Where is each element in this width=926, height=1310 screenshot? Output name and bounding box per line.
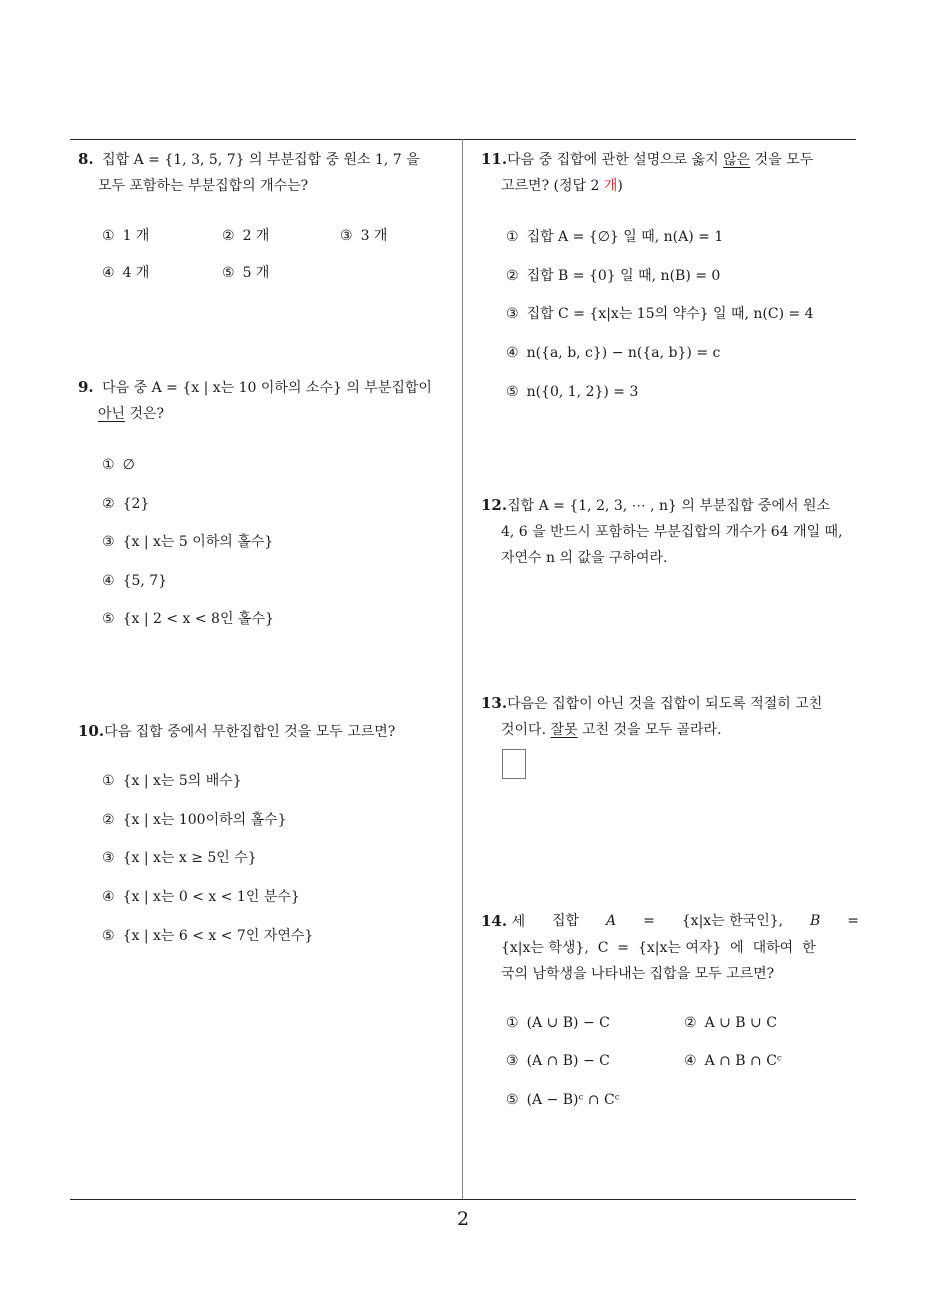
option-1[interactable]: ① ∅ (102, 457, 135, 473)
option-5[interactable]: ⑤ {x | 2 < x < 8인 홀수} (102, 611, 274, 627)
option-3[interactable]: ③ (A ∩ B) − C (506, 1053, 610, 1069)
option-text: {x | x는 5의 배수} (122, 773, 242, 789)
option-text: 집합 A = {∅} 일 때, n(A) = 1 (526, 229, 724, 245)
option-4[interactable]: ④ 4 개 (102, 265, 150, 281)
option-5[interactable]: ⑤ 5 개 (222, 265, 270, 281)
question-14 (481, 908, 859, 987)
question-text: {x|x는 한국인}, (681, 913, 784, 929)
question-text-line: 다음은 집합이 아닌 것을 집합이 되도록 적절히 고친 (507, 696, 823, 712)
question-text: 것은? (125, 406, 165, 422)
question-12 (481, 492, 859, 571)
question-text-line: 다음 중 A = {x | x는 10 이하의 소수} 의 부분집합이 (102, 380, 432, 396)
option-2[interactable]: ② 집합 B = {0} 일 때, n(B) = 0 (506, 268, 721, 284)
question-11 (481, 146, 859, 199)
question-text: ) (617, 178, 623, 194)
option-text: 2 개 (242, 228, 270, 244)
top-rule (70, 139, 856, 140)
option-text: 집합 B = {0} 일 때, n(B) = 0 (526, 268, 721, 284)
bottom-rule (70, 1199, 856, 1200)
option-text: {x | x는 0 < x < 1인 분수} (122, 889, 300, 905)
question-number: 9. (78, 378, 94, 396)
question-number: 14. (481, 912, 508, 930)
question-text-line: 집합 A = {1, 3, 5, 7} 의 부분집합 중 원소 1, 7 을 (102, 152, 420, 168)
option-text: n({0, 1, 2}) = 3 (526, 384, 639, 400)
question-number: 8. (78, 150, 94, 168)
question-text-line: {x|x는 학생}, C = {x|x는 여자} 에 대하여 한 (501, 940, 816, 956)
option-text: A ∪ B ∪ C (704, 1015, 777, 1031)
question-text-line: 4, 6 을 반드시 포함하는 부분집합의 개수가 64 개일 때, (501, 524, 843, 540)
option-text: 4 개 (122, 265, 150, 281)
question-text-line: 모두 포함하는 부분집합의 개수는? (98, 178, 309, 194)
question-10 (78, 718, 456, 745)
option-4[interactable]: ④ {5, 7} (102, 573, 168, 589)
option-text: n({a, b, c}) − n({a, b}) = c (526, 345, 721, 361)
option-4[interactable]: ④ {x | x는 0 < x < 1인 분수} (102, 889, 300, 905)
option-3[interactable]: ③ {x | x는 x ≥ 5인 수} (102, 850, 257, 866)
option-1[interactable]: ① 집합 A = {∅} 일 때, n(A) = 1 (506, 229, 724, 245)
option-text: {x | x는 6 < x < 7인 자연수} (122, 928, 314, 944)
option-text: 1 개 (122, 228, 150, 244)
page-number: 2 (456, 1208, 470, 1230)
underlined-keyword: 아닌 (98, 406, 126, 422)
option-text: A ∩ B ∩ Cᶜ (704, 1053, 782, 1069)
question-9 (78, 374, 456, 427)
question-number: 12. (481, 496, 508, 514)
question-text-line: 국의 남학생을 나타내는 집합을 모두 고르면? (501, 966, 775, 982)
question-text: 고친 것을 모두 골라라. (577, 722, 722, 738)
question-text: 것이다. (501, 722, 551, 738)
option-1[interactable]: ① {x | x는 5의 배수} (102, 773, 242, 789)
question-text: B (810, 913, 821, 929)
option-text: {x | x는 x ≥ 5인 수} (122, 850, 257, 866)
question-text: 고르면? (정답 2 (501, 178, 604, 194)
option-text: {x | x는 100이하의 홀수} (122, 812, 287, 828)
option-text: {5, 7} (122, 573, 168, 589)
option-text: 5 개 (242, 265, 270, 281)
question-text: = (847, 913, 859, 929)
underlined-keyword: 않은 (723, 152, 751, 168)
option-2[interactable]: ② {2} (102, 496, 150, 512)
option-text: ∅ (122, 457, 135, 473)
question-number: 11. (481, 150, 508, 168)
question-text-line: 자연수 n 의 값을 구하여라. (501, 550, 668, 566)
highlighted-unit: 개 (603, 178, 618, 194)
option-1[interactable]: ① (A ∪ B) − C (506, 1015, 610, 1031)
option-2[interactable]: ② 2 개 (222, 228, 270, 244)
option-text: {x | x는 5 이하의 홀수} (122, 534, 274, 550)
option-text: (A ∩ B) − C (526, 1053, 610, 1069)
question-text-line: 다음 집합 중에서 무한집합인 것을 모두 고르면? (104, 724, 396, 740)
question-text: 다음 중 집합에 관한 설명으로 옳지 (507, 152, 724, 168)
option-5[interactable]: ⑤ {x | x는 6 < x < 7인 자연수} (102, 928, 314, 944)
option-5[interactable]: ⑤ (A − B)ᶜ ∩ Cᶜ (506, 1092, 620, 1108)
question-13 (481, 690, 859, 743)
option-5[interactable]: ⑤ n({0, 1, 2}) = 3 (506, 384, 639, 400)
option-1[interactable]: ① 1 개 (102, 228, 150, 244)
question-text: = (643, 913, 655, 929)
option-3[interactable]: ③ {x | x는 5 이하의 홀수} (102, 534, 274, 550)
option-text: {2} (122, 496, 150, 512)
option-text: 집합 C = {x|x는 15의 약수} 일 때, n(C) = 4 (526, 306, 814, 322)
question-text: 세 (511, 914, 526, 930)
option-4[interactable]: ④ n({a, b, c}) − n({a, b}) = c (506, 345, 721, 361)
option-2[interactable]: ② A ∪ B ∪ C (684, 1015, 777, 1031)
option-4[interactable]: ④ A ∩ B ∩ Cᶜ (684, 1053, 782, 1069)
option-3[interactable]: ③ 집합 C = {x|x는 15의 약수} 일 때, n(C) = 4 (506, 306, 814, 322)
question-8 (78, 146, 456, 199)
question-text: 것을 모두 (750, 152, 814, 168)
option-3[interactable]: ③ 3 개 (340, 228, 388, 244)
option-2[interactable]: ② {x | x는 100이하의 홀수} (102, 812, 287, 828)
answer-box[interactable] (502, 749, 526, 779)
column-divider (462, 139, 463, 1200)
question-text: 집합 (552, 913, 580, 929)
option-text: (A − B)ᶜ ∩ Cᶜ (526, 1092, 620, 1108)
question-text: A (606, 913, 617, 929)
question-text-line: 집합 A = {1, 2, 3, ⋯ , n} 의 부분집합 중에서 원소 (507, 498, 830, 514)
option-text: 3 개 (360, 228, 388, 244)
question-number: 10. (78, 722, 105, 740)
question-number: 13. (481, 694, 508, 712)
option-text: {x | 2 < x < 8인 홀수} (122, 611, 274, 627)
underlined-keyword: 잘못 (550, 722, 578, 738)
option-text: (A ∪ B) − C (526, 1015, 610, 1031)
